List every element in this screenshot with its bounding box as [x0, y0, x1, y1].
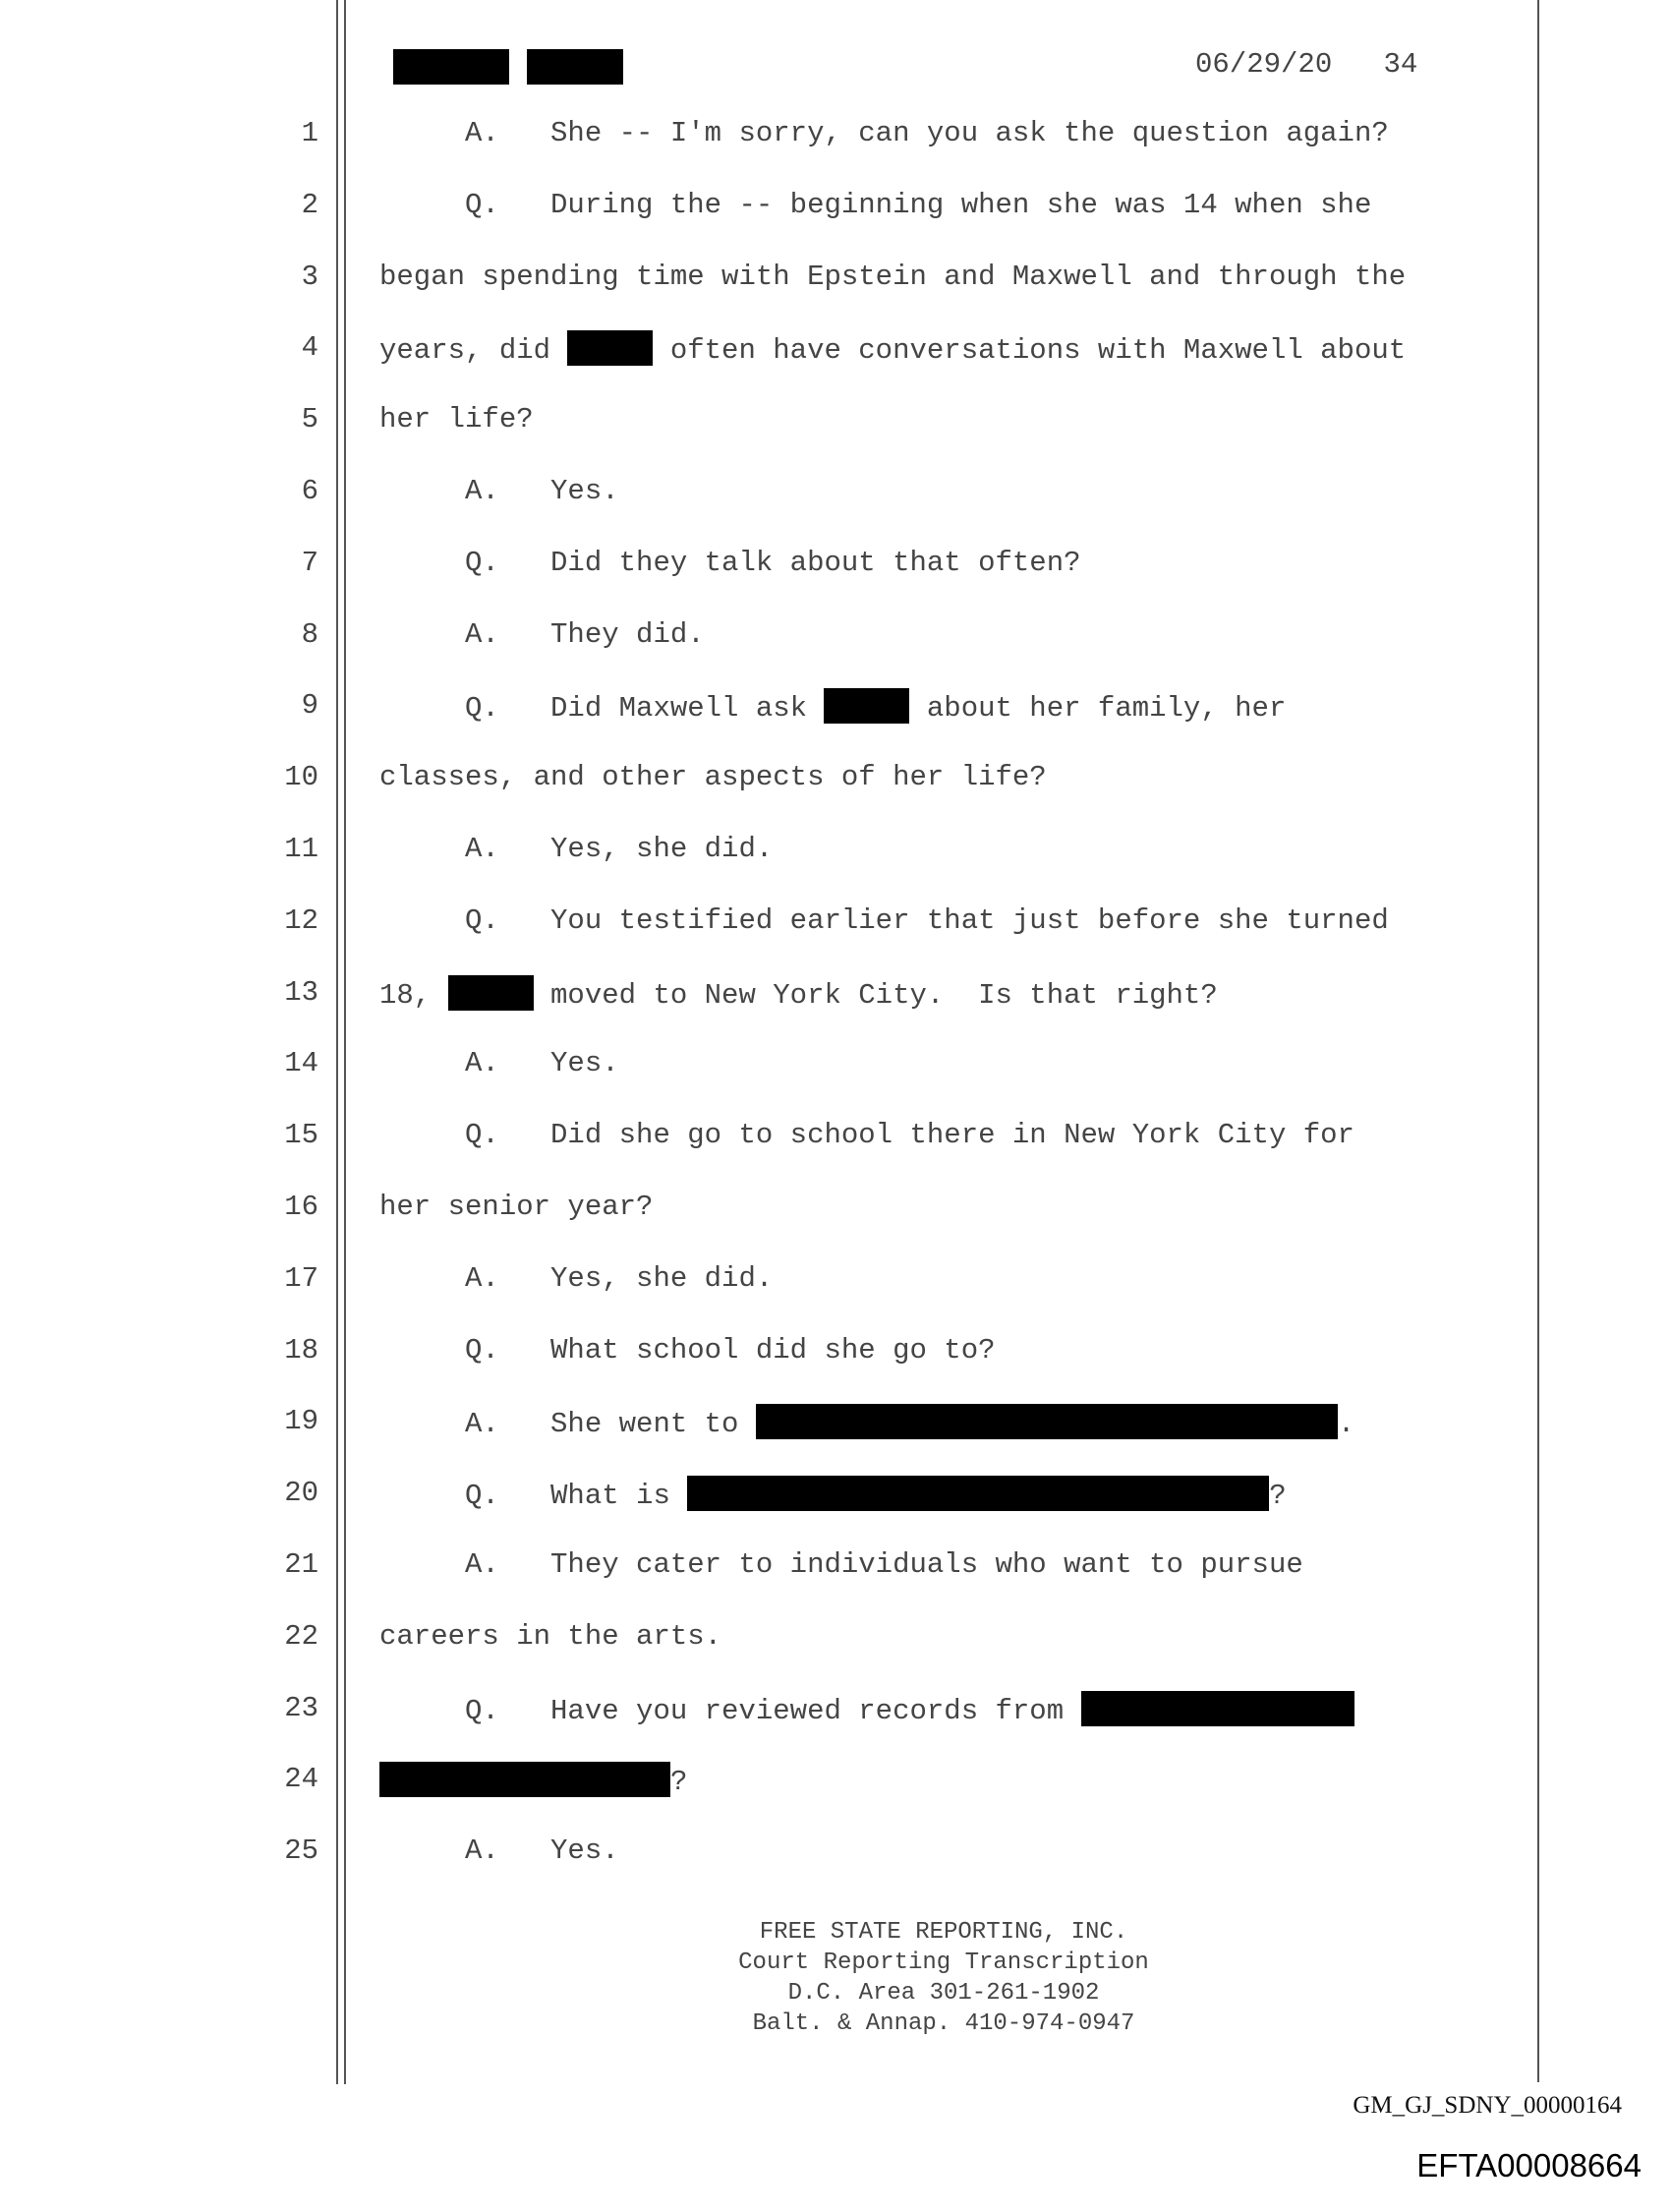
line-text: Q. During the -- beginning when she was 14 when she: [379, 188, 1372, 221]
transcript-line: [379, 1691, 1520, 1729]
line-number: 22: [284, 1619, 318, 1653]
line-number: 3: [301, 260, 318, 293]
header-redaction-1: [393, 49, 509, 85]
line-number: 5: [301, 403, 318, 437]
transcript-line: [379, 1046, 1520, 1081]
redaction-block: [379, 1762, 670, 1797]
line-number: 20: [284, 1477, 318, 1510]
right-margin-rule: [1537, 0, 1539, 2082]
line-text: A. They did.: [379, 617, 705, 651]
left-margin-rule-inner: [344, 0, 346, 2084]
transcript-line: [379, 1547, 1520, 1583]
redaction-block: [448, 975, 534, 1011]
line-text: A. Yes.: [379, 475, 619, 507]
page-number: 34: [1383, 48, 1418, 81]
line-text: Q. Did Maxwell ask: [379, 692, 825, 726]
transcript-line: [379, 1762, 1520, 1800]
transcript-line: [379, 832, 1520, 867]
line-text: her life?: [379, 403, 534, 437]
line-text: .: [1337, 1408, 1355, 1441]
line-text: Q. Did she go to school there in New York City for: [379, 1119, 1354, 1152]
redaction-block: [824, 688, 909, 724]
line-text: Q. You testified earlier that just before she turned: [379, 903, 1389, 937]
line-text: 18,: [379, 978, 448, 1012]
line-number: 9: [301, 689, 318, 723]
line-number: 13: [284, 975, 318, 1009]
redaction-block: [687, 1476, 1269, 1511]
transcript-line: [379, 546, 1520, 581]
transcript-line: [379, 260, 1520, 295]
line-number: 2: [301, 188, 318, 221]
line-number: 7: [301, 546, 318, 579]
transcript-line: [379, 1476, 1520, 1514]
line-text: careers in the arts.: [379, 1619, 722, 1653]
line-number: 19: [284, 1405, 318, 1438]
line-text: Q. What is: [379, 1480, 688, 1513]
transcript-line: [379, 402, 1520, 437]
left-margin-rule-outer: [336, 0, 338, 2084]
header-date: 06/29/20: [1195, 48, 1333, 81]
transcript-line: [379, 760, 1520, 795]
redaction-block: [756, 1404, 1338, 1439]
redaction-block: [567, 330, 653, 366]
line-text: moved to New York City. Is that right?: [533, 978, 1218, 1012]
transcript-line: [379, 474, 1520, 509]
footer-dc-phone: D.C. Area 301-261-1902: [787, 1980, 1100, 2007]
transcript-line: [379, 1118, 1520, 1153]
line-number: 17: [284, 1261, 318, 1295]
transcript-line: [379, 1834, 1520, 1869]
footer-balt-phone: Balt. & Annap. 410-974-0947: [752, 2010, 1135, 2037]
line-text: Q. Have you reviewed records from: [379, 1694, 1081, 1727]
transcript-line: [379, 688, 1520, 727]
line-text: Q. What school did she go to?: [379, 1333, 996, 1367]
transcript-line: [379, 1261, 1520, 1297]
header-redaction-2: [527, 49, 623, 85]
line-number: 12: [284, 903, 318, 937]
line-number: 8: [301, 617, 318, 651]
line-text: years, did: [379, 334, 568, 368]
line-text: Q. Did they talk about that often?: [379, 546, 1081, 579]
line-text: about her family, her: [909, 692, 1287, 726]
transcript-line: [379, 1190, 1520, 1225]
line-text: A. Yes.: [379, 1047, 619, 1080]
transcript-line: [379, 116, 1520, 151]
transcript-line: [379, 1619, 1520, 1655]
line-text: often have conversations with Maxwell about: [653, 334, 1407, 368]
line-number: 1: [301, 117, 318, 149]
transcript-line: [379, 903, 1520, 939]
line-text: began spending time with Epstein and Maxwell and through the: [379, 260, 1407, 293]
line-number: 11: [284, 833, 318, 865]
line-text: A. Yes, she did.: [379, 1261, 774, 1295]
line-number: 23: [284, 1691, 318, 1724]
line-number: 6: [301, 475, 318, 507]
footer-company: FREE STATE REPORTING, INC.: [759, 1919, 1128, 1946]
transcript-line: [379, 975, 1520, 1014]
line-text: ?: [1269, 1480, 1287, 1513]
transcript-line: [379, 617, 1520, 653]
transcript-line: [379, 1333, 1520, 1368]
line-text: classes, and other aspects of her life?: [379, 761, 1047, 794]
line-text: A. Yes, she did.: [379, 833, 774, 865]
transcript-line: [379, 1404, 1520, 1442]
line-number: 24: [284, 1763, 318, 1796]
line-number: 18: [284, 1333, 318, 1367]
footer-services: Court Reporting Transcription: [738, 1950, 1149, 1976]
bates-number: GM_GJ_SDNY_00000164: [1353, 2092, 1622, 2119]
line-number: 15: [284, 1119, 318, 1152]
line-text: her senior year?: [379, 1191, 654, 1223]
redaction-block: [1081, 1691, 1354, 1726]
line-number: 25: [284, 1834, 318, 1868]
efta-number: EFTA00008664: [1416, 2147, 1642, 2183]
line-text: A. They cater to individuals who want to pursue: [379, 1548, 1303, 1581]
header-date-page: [1195, 47, 1417, 83]
line-number: 10: [284, 761, 318, 794]
transcript-line: [379, 330, 1520, 369]
line-text: A. Yes.: [379, 1834, 619, 1868]
line-number: 16: [284, 1191, 318, 1223]
transcript-line: [379, 188, 1520, 223]
reporter-footer: [550, 1917, 1337, 2039]
line-text: ?: [670, 1766, 688, 1799]
line-number: 21: [284, 1548, 318, 1581]
line-number: 4: [301, 331, 318, 365]
line-number: 14: [284, 1047, 318, 1080]
line-text: A. She -- I'm sorry, can you ask the question again?: [379, 117, 1389, 149]
line-text: A. She went to: [379, 1408, 756, 1441]
